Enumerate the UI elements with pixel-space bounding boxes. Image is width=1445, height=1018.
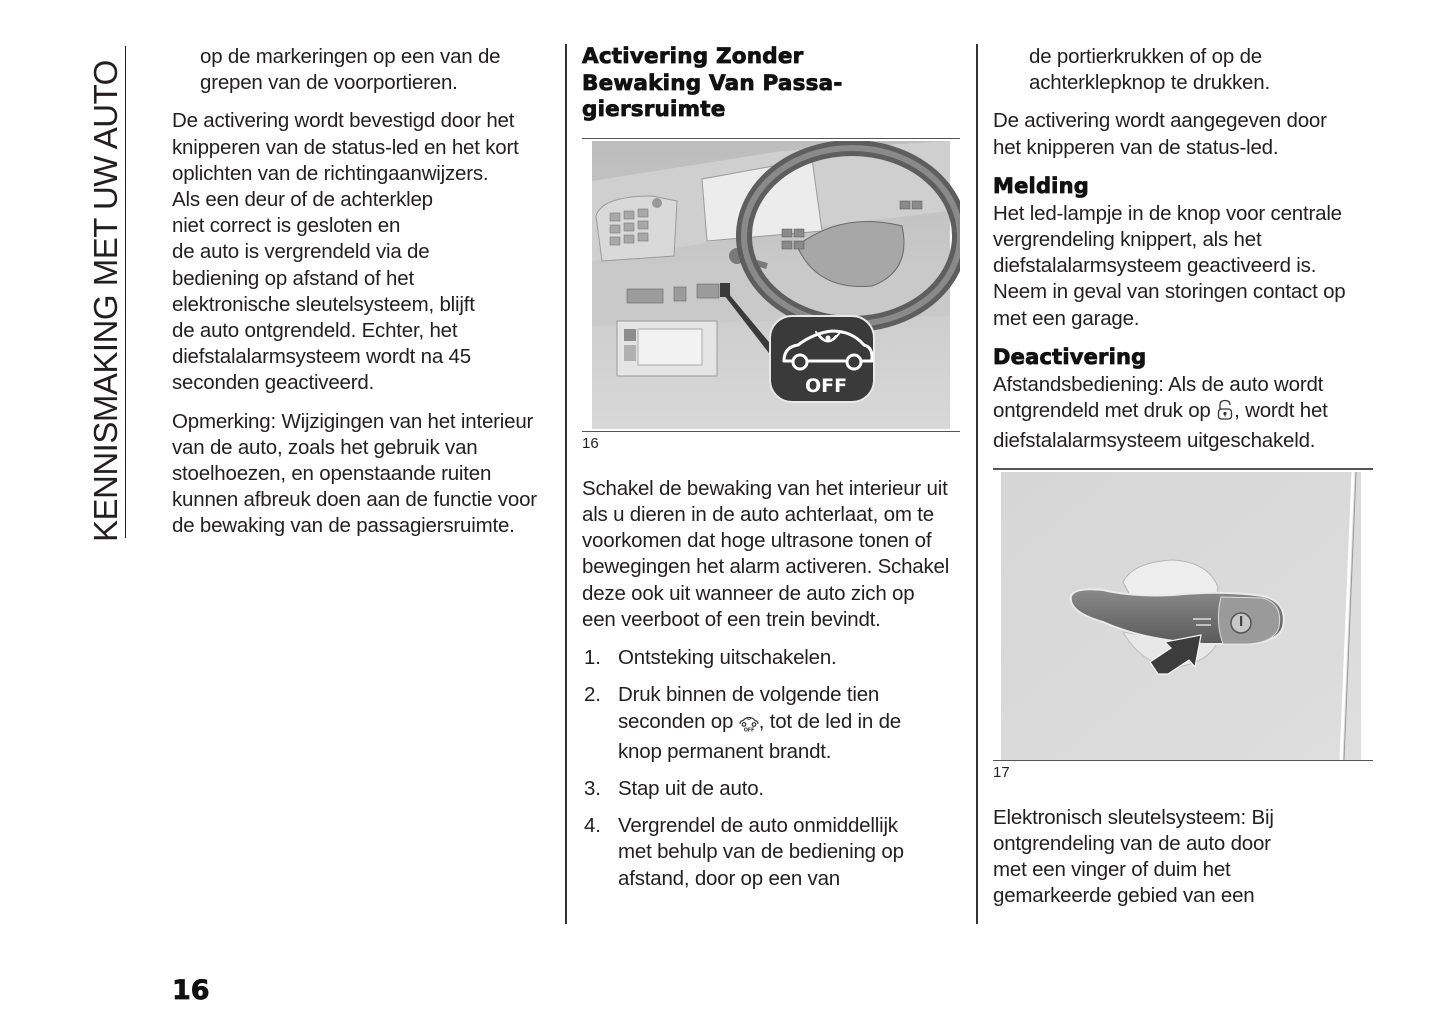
chapter-title-rule <box>125 46 126 538</box>
text-line: seconden geactiveerd. <box>172 371 375 395</box>
text-line: de auto ontgrendeld. Echter, het <box>172 319 458 343</box>
step-1: 1. Ontsteking uitschakelen. <box>584 646 837 670</box>
paragraph-disable-monitoring: Schakel de bewaking van het interieur uit als u dieren in de auto achterlaat, om te voorkomen dat hoge ultrasone tonen of bewegingen het alarm activeren. Schakel deze ook uit wanneer de auto zich op een veerboot of een trein bevindt. <box>582 476 950 631</box>
chapter-side-tab <box>86 42 126 542</box>
chapter-title: KENNISMAKING MET UW AUTO <box>87 60 124 542</box>
paragraph-note <box>172 409 550 540</box>
column-divider-2 <box>976 44 978 924</box>
heading-line: giersruimte <box>582 97 726 122</box>
step-3: 3. Stap uit de auto. <box>584 776 764 800</box>
column-2 <box>582 44 960 903</box>
text-line: de auto is vergrendeld via de <box>172 240 430 264</box>
figure-top-rule <box>993 468 1373 469</box>
text-line: niet correct is gesloten en <box>172 214 401 238</box>
figure-number: 16 <box>582 434 599 452</box>
paragraph-keyless-entry: Elektronisch sleutelsysteem: Bij ontgrendeling van de auto door met een vinger of duim het gemarkeerde gebied van een <box>993 805 1274 908</box>
dashboard-illustration <box>582 141 960 431</box>
figure-17 <box>993 468 1373 780</box>
door-handle-illustration <box>993 472 1371 760</box>
unlock-icon <box>1216 399 1234 428</box>
note-text: Wijzigingen van het interieur van de auto, zoals het gebruik van stoelhoezen, en openstaande ruiten kunnen afbreuk doen aan de functie voor de bewaking van de passagiersruimte. <box>172 409 537 538</box>
text-line: bediening op afstand of het <box>172 266 414 290</box>
text-line: oplichten van de richtingaanwijzers. <box>172 161 489 185</box>
step-4: 4. Vergrendel de auto onmiddellijk met behulp van de bediening op afstand, door op een van <box>584 814 904 890</box>
heading-line: Bewaking Van Passa- <box>582 70 843 96</box>
section-heading-activation-without-interior-monitoring <box>582 44 960 124</box>
text-line: Als een deur of de achterklep <box>172 188 433 212</box>
text-line: knipperen van de status-led en het kort <box>172 135 519 159</box>
off-badge-label: OFF <box>804 374 848 397</box>
text-line: elektronische sleutelsysteem, blijft <box>172 292 475 316</box>
car-ultrasonic-off-icon <box>739 713 759 739</box>
column-divider-1 <box>565 44 567 924</box>
figure-top-rule <box>582 138 960 139</box>
figure-bottom-rule <box>993 760 1373 761</box>
paragraph-activation-indication: De activering wordt aangegeven door het knipperen van de status-led. <box>993 109 1327 159</box>
procedure-steps <box>582 645 960 892</box>
note-label: Opmerking: <box>172 409 276 433</box>
figure-bottom-rule <box>582 431 960 432</box>
paragraph-continuation: op de markeringen op een van de grepen van de voorportieren. <box>200 45 501 95</box>
heading-line: Activering Zonder <box>582 44 804 69</box>
step-2: 2. Druk binnen de volgende tien seconden op OFF , tot de led in de knop permanent brandt. <box>584 683 901 763</box>
svg-text:OFF: OFF <box>743 727 754 732</box>
column-3 <box>993 44 1373 922</box>
text-line: De activering wordt bevestigd door het <box>172 109 515 133</box>
paragraph-activation-confirmation <box>172 108 550 396</box>
section-heading-deactivering: Deactivering <box>993 344 1147 369</box>
section-heading-melding: Melding <box>993 173 1089 198</box>
figure-16 <box>582 138 960 452</box>
text-line: diefstalalarmsysteem wordt na 45 <box>172 345 471 369</box>
paragraph-continuation: de portierkrukken of op de achterklepknop te drukken. <box>1029 45 1270 95</box>
column-1 <box>172 44 550 552</box>
paragraph-deactivering: Afstandsbediening: Als de auto wordt ontgrendeld met druk op , wordt het diefstalalarmsysteem uitgeschakeld. <box>993 372 1328 453</box>
page-number: 16 <box>172 975 210 1006</box>
figure-number: 17 <box>993 763 1010 781</box>
paragraph-melding: Het led-lampje in de knop voor centrale vergrendeling knippert, als het diefstalalarmsysteem geactiveerd is. Neem in geval van storingen contact op met een garage. <box>993 201 1346 330</box>
